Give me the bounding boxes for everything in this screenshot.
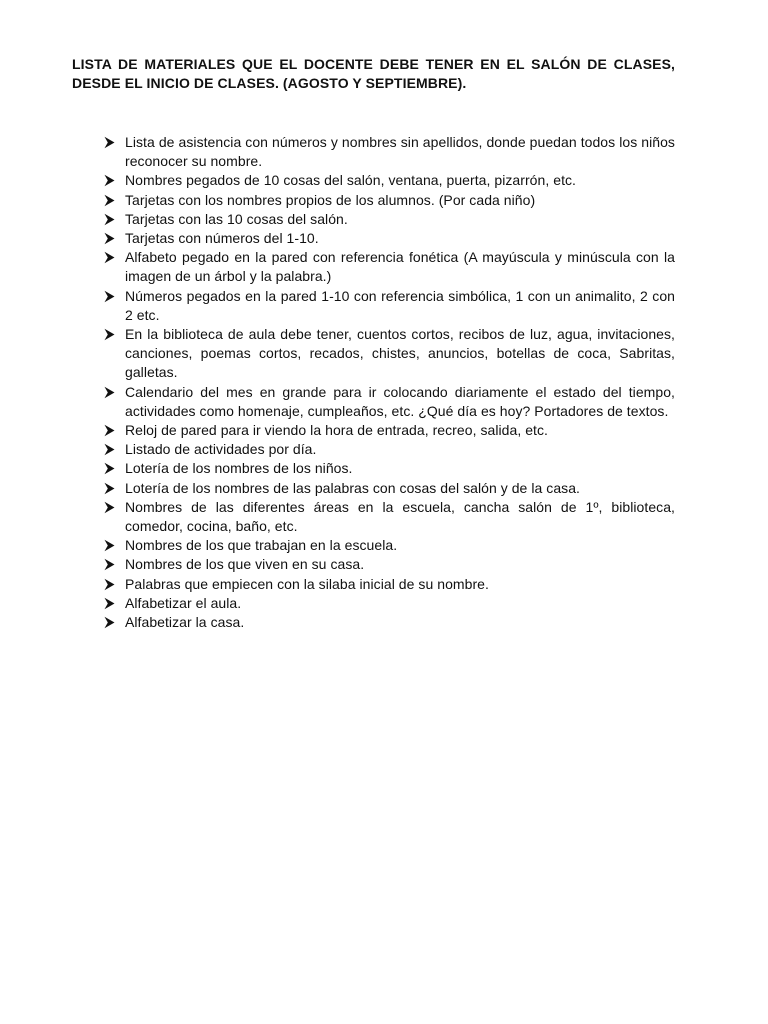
list-item-text: Tarjetas con números del 1-10. [125, 230, 319, 247]
list-item [104, 594, 675, 613]
list-item-text: Nombres de los que trabajan en la escuela. [125, 537, 398, 554]
list-item-text: Números pegados en la pared 1-10 con referencia simbólica, 1 con un animalito, 2 con 2 etc. [125, 287, 675, 323]
list-item-text: Nombres de las diferentes áreas en la escuela, cancha salón de 1º, biblioteca, comedor, cocina, baño, etc. [125, 498, 675, 535]
list-item [104, 191, 675, 210]
arrowhead-bullet-icon [104, 251, 115, 264]
document-title: LISTA DE MATERIALES QUE EL DOCENTE DEBE TENER EN EL SALÓN DE CLASES, DESDE EL INICIO DE CLASES. (AGOSTO Y SEPTIEMBRE). [72, 56, 675, 91]
arrowhead-bullet-icon [104, 213, 115, 226]
list-item [104, 498, 675, 536]
arrowhead-bullet-icon [104, 597, 115, 610]
arrowhead-bullet-icon [104, 558, 115, 571]
arrowhead-bullet-icon [104, 424, 115, 437]
list-item [104, 210, 675, 229]
list-item-text: Tarjetas con los nombres propios de los alumnos. (Por cada niño) [125, 191, 536, 208]
list-item-text: En la biblioteca de aula debe tener, cuentos cortos, recibos de luz, agua, invitaciones, canciones, poemas cortos, recados, chistes, anuncios, botellas de coca, Sabritas, galletas. [125, 326, 675, 381]
list-item [104, 555, 675, 574]
list-item [104, 479, 675, 498]
list-item [104, 325, 675, 383]
arrowhead-bullet-icon [104, 174, 115, 187]
list-item-text: Listado de actividades por día. [125, 441, 317, 458]
list-item-text: Lotería de los nombres de los niños. [125, 460, 353, 477]
list-item [104, 171, 675, 190]
list-item-text: Lotería de los nombres de las palabras con cosas del salón y de la casa. [125, 479, 580, 496]
list-item [104, 575, 675, 594]
materials-list [104, 133, 675, 632]
list-item-text: Alfabeto pegado en la pared con referencia fonética (A mayúscula y minúscula con la imagen de un árbol y la palabra.) [125, 249, 675, 285]
list-item [104, 459, 675, 478]
list-item-text: Alfabetizar el aula. [125, 594, 242, 611]
arrowhead-bullet-icon [104, 232, 115, 245]
arrowhead-bullet-icon [104, 328, 115, 341]
list-item-text: Nombres de los que viven en su casa. [125, 556, 365, 573]
list-item [104, 421, 675, 440]
list-item-text: Reloj de pared para ir viendo la hora de entrada, recreo, salida, etc. [125, 422, 548, 439]
list-item [104, 440, 675, 459]
arrowhead-bullet-icon [104, 501, 115, 514]
arrowhead-bullet-icon [104, 194, 115, 207]
list-item [104, 287, 675, 325]
list-item-text: Alfabetizar la casa. [125, 614, 245, 631]
arrowhead-bullet-icon [104, 616, 115, 629]
arrowhead-bullet-icon [104, 462, 115, 475]
list-item-text: Tarjetas con las 10 cosas del salón. [125, 210, 348, 227]
arrowhead-bullet-icon [104, 290, 115, 303]
arrowhead-bullet-icon [104, 386, 115, 399]
arrowhead-bullet-icon [104, 578, 115, 591]
list-item [104, 536, 675, 555]
list-item [104, 248, 675, 286]
list-item-text: Lista de asistencia con números y nombres sin apellidos, donde puedan todos los niños reconocer su nombre. [125, 134, 675, 170]
arrowhead-bullet-icon [104, 539, 115, 552]
list-item [104, 613, 675, 632]
list-item [104, 133, 675, 171]
arrowhead-bullet-icon [104, 443, 115, 456]
arrowhead-bullet-icon [104, 482, 115, 495]
list-item [104, 229, 675, 248]
list-item-text: Palabras que empiecen con la silaba inicial de su nombre. [125, 575, 489, 592]
list-item-text: Calendario del mes en grande para ir colocando diariamente el estado del tiempo, actividades como homenaje, cumpleaños, etc. ¿Qué día es hoy? Portadores de textos. [125, 383, 675, 419]
list-item-text: Nombres pegados de 10 cosas del salón, ventana, puerta, pizarrón, etc. [125, 172, 576, 189]
arrowhead-bullet-icon [104, 136, 115, 149]
list-item [104, 383, 675, 421]
